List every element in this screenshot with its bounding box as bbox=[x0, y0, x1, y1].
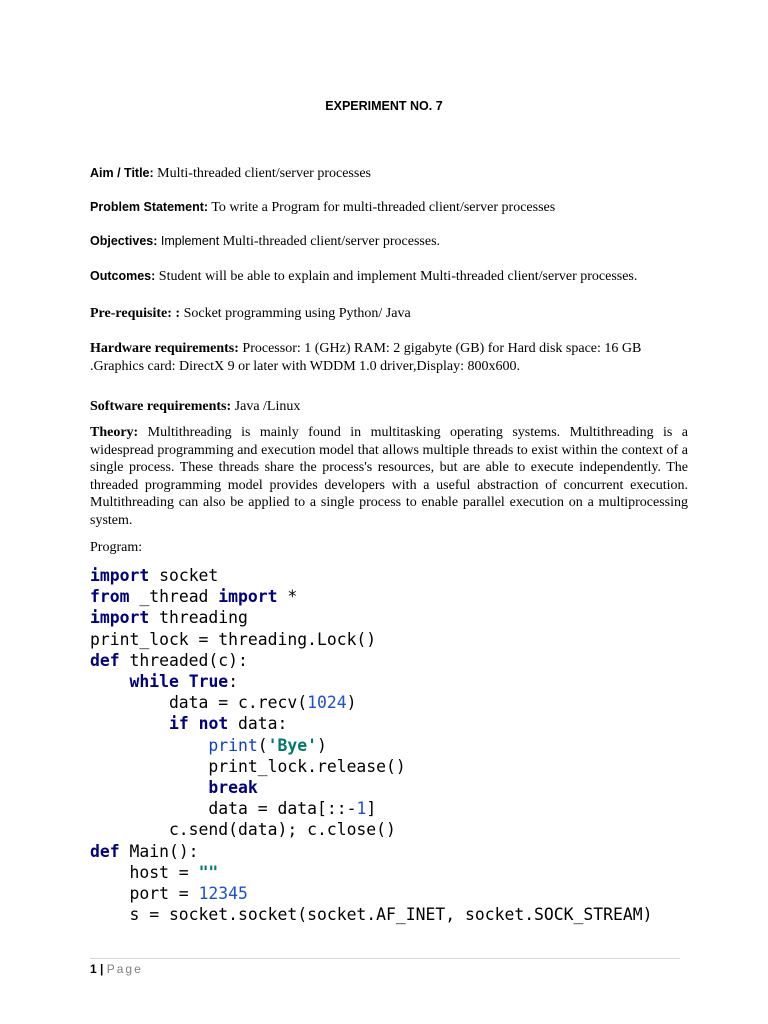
code-text: print_lock.release() bbox=[90, 756, 406, 776]
code-keyword: if bbox=[168, 714, 189, 734]
problem-statement-label: Problem Statement: bbox=[90, 200, 209, 214]
code-line bbox=[90, 777, 652, 798]
outcomes-label: Outcomes: bbox=[90, 269, 156, 283]
code-text: c.send(data); c.close() bbox=[90, 820, 396, 840]
prerequisite-field bbox=[90, 305, 690, 322]
code-text: host = bbox=[90, 862, 199, 882]
code-keyword: True bbox=[188, 672, 229, 692]
code-text: threading bbox=[149, 608, 248, 628]
code-number: 1024 bbox=[307, 693, 347, 713]
aim-field bbox=[90, 165, 690, 182]
code-line bbox=[90, 671, 652, 692]
program-label: Program: bbox=[90, 540, 143, 555]
hardware-requirements-field bbox=[90, 340, 690, 376]
code-keyword: def bbox=[90, 650, 120, 670]
prerequisite-label: Pre-requisite: : bbox=[90, 306, 181, 321]
objectives-label: Objectives: bbox=[90, 234, 158, 248]
code-line bbox=[90, 904, 652, 925]
code-line bbox=[90, 713, 652, 734]
code-text: socket bbox=[149, 566, 219, 585]
code-line bbox=[90, 650, 652, 671]
code-line bbox=[90, 798, 652, 819]
software-requirements-value: Java /Linux bbox=[231, 399, 301, 414]
code-line bbox=[90, 607, 652, 628]
page-word: Page bbox=[106, 962, 143, 976]
code-string: 'Bye' bbox=[267, 735, 317, 755]
code-line bbox=[90, 692, 652, 713]
code-text: Main(): bbox=[119, 841, 199, 861]
code-keyword: import bbox=[90, 566, 150, 585]
problem-statement-value: To write a Program for multi-threaded client/server processes bbox=[208, 200, 556, 215]
theory-text: Multithreading is mainly found in multitasking operating systems. Multithreading is a widespread programming and execution model that allows multiple threads to exist within the context of a single process. These threads share the process's resources, but are able to execute independently. The threaded programming model provides developers with a useful abstraction of concurrent execution. Multithreading can also be applied to a single process to enable parallel execution on a multiprocessing system. bbox=[90, 425, 688, 528]
footer-divider bbox=[90, 958, 680, 959]
objectives-value: Multi-threaded client/server processes. bbox=[219, 234, 441, 249]
software-requirements-label: Software requirements: bbox=[90, 399, 232, 414]
code-line bbox=[90, 819, 652, 840]
page-title: EXPERIMENT NO. 7 bbox=[325, 99, 443, 113]
code-text bbox=[90, 672, 129, 691]
code-text: * bbox=[277, 587, 298, 607]
code-text: data = data[::- bbox=[90, 799, 357, 819]
code-text bbox=[189, 714, 199, 733]
code-text bbox=[179, 672, 189, 691]
code-builtin: print bbox=[208, 735, 258, 755]
code-text: data: bbox=[228, 714, 288, 734]
code-keyword: break bbox=[208, 778, 258, 798]
theory-paragraph bbox=[90, 424, 688, 529]
code-line bbox=[90, 629, 652, 650]
code-text bbox=[90, 714, 169, 733]
page-number: 1 bbox=[90, 962, 97, 976]
code-text: ) bbox=[316, 735, 327, 755]
code-text bbox=[90, 778, 208, 797]
code-keyword: from bbox=[90, 587, 130, 607]
outcomes-field bbox=[90, 268, 690, 285]
prerequisite-value: Socket programming using Python/ Java bbox=[180, 306, 411, 321]
code-keyword: import bbox=[218, 587, 278, 607]
code-keyword: not bbox=[198, 714, 229, 734]
code-keyword: import bbox=[90, 608, 150, 628]
code-text bbox=[90, 736, 208, 755]
code-string: "" bbox=[198, 862, 219, 882]
objectives-implement-word: Implement bbox=[157, 234, 220, 248]
hardware-requirements-value: Processor: 1 (GHz) RAM: 2 gigabyte (GB) for Hard disk space: 16 GB .Graphics card: DirectX 9 or later with WDDM 1.0 driver,Display: 800x600. bbox=[90, 341, 642, 374]
code-text: threaded(c): bbox=[119, 650, 248, 670]
outcomes-value: Student will be able to explain and implement Multi-threaded client/server processes. bbox=[155, 269, 638, 284]
code-line bbox=[90, 862, 652, 883]
code-block bbox=[90, 565, 652, 925]
aim-label: Aim / Title: bbox=[90, 166, 154, 180]
code-line bbox=[90, 735, 652, 756]
theory-label: Theory: bbox=[90, 425, 139, 440]
code-keyword: while bbox=[129, 672, 179, 692]
code-number: 1 bbox=[356, 799, 367, 819]
code-text: print_lock = threading.Lock() bbox=[90, 629, 377, 649]
code-number: 12345 bbox=[198, 884, 248, 904]
code-text: s = socket.socket(socket.AF_INET, socket.SOCK_STREAM) bbox=[90, 905, 653, 925]
code-text: ) bbox=[346, 693, 357, 713]
code-text: data = c.recv( bbox=[90, 693, 308, 713]
code-line bbox=[90, 586, 652, 607]
code-text: _thread bbox=[129, 587, 219, 607]
hardware-requirements-label: Hardware requirements: bbox=[90, 341, 239, 356]
code-line bbox=[90, 565, 652, 586]
objectives-field bbox=[90, 233, 690, 250]
software-requirements-field bbox=[90, 398, 690, 415]
code-text: port = bbox=[90, 884, 199, 904]
code-text: : bbox=[228, 672, 239, 692]
problem-statement-field bbox=[90, 199, 690, 216]
aim-value: Multi-threaded client/server processes bbox=[153, 166, 371, 181]
code-keyword: def bbox=[90, 841, 120, 861]
code-line bbox=[90, 756, 652, 777]
code-text: ( bbox=[257, 735, 268, 755]
page-footer bbox=[90, 962, 143, 976]
code-text: ] bbox=[366, 799, 377, 819]
code-line bbox=[90, 883, 652, 904]
footer-separator: | bbox=[96, 962, 107, 976]
code-line bbox=[90, 841, 652, 862]
